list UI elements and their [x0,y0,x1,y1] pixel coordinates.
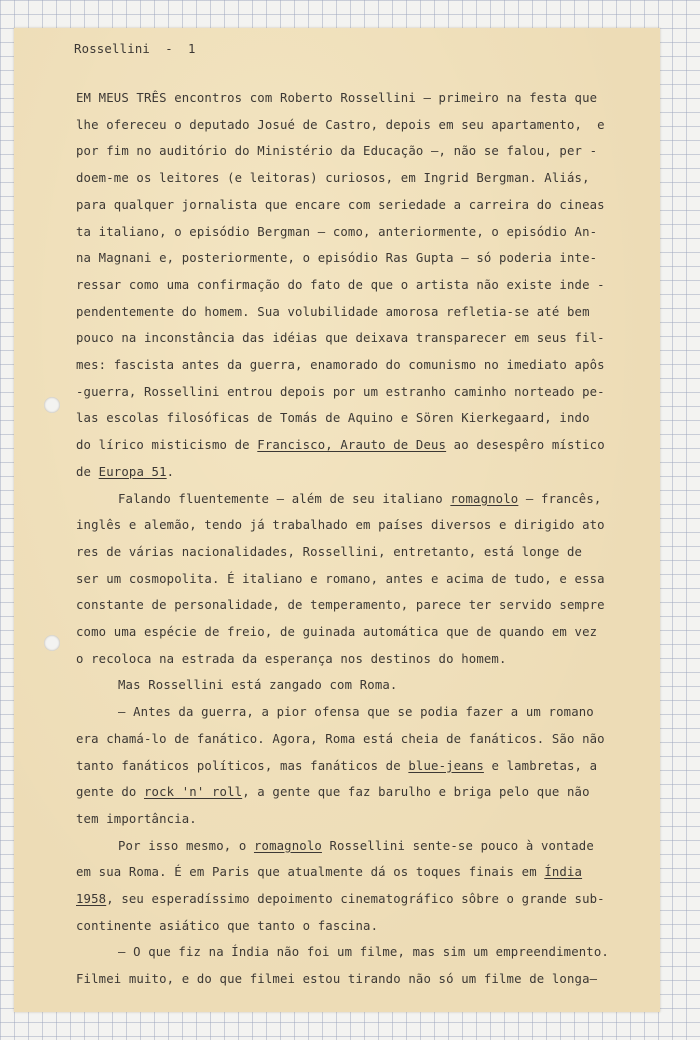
text-line [76,385,605,399]
underlined-title: romagnolo [450,491,519,506]
text-run: constante de personalidade, de temperamento, parece ter servido sempre [76,598,605,613]
text-line [76,91,597,105]
underlined-title: rock 'n' roll [143,785,243,800]
text-line [76,652,507,666]
text-run: do lírico misticismo de [76,438,258,453]
text-line [76,118,605,132]
text-line [76,411,590,425]
text-run: ser um cosmopolita. É italiano e romano, antes e acima de tudo, e essa [76,571,605,586]
underlined-title: Europa 51 [98,464,167,479]
punch-hole [44,397,60,413]
text-run: ressar como uma confirmação do fato de que o artista não existe inde - [76,277,605,292]
text-run: tem importância. [76,811,197,826]
text-run: de [76,464,99,479]
text-run: — Antes da guerra, a pior ofensa que se podia fazer a um romano [118,705,594,720]
text-line [118,492,601,506]
text-line [76,812,197,826]
text-line [76,198,605,212]
text-line [76,438,605,452]
text-line [118,945,609,959]
text-line [76,865,582,879]
underlined-title: romagnolo [253,838,322,853]
text-run: — francês, [518,491,602,506]
text-line [76,545,582,559]
text-run: -guerra, Rossellini entrou depois por um estranho caminho norteado pe- [76,384,605,399]
underlined-title: Francisco, Arauto de Deus [257,438,447,453]
text-run: EM MEUS TRÊS encontros com Roberto Rossellini — primeiro na festa que [76,91,598,105]
text-run: gente do [76,785,144,800]
text-line [76,732,605,746]
text-line [76,358,605,372]
text-line [76,171,590,185]
text-line [76,278,605,292]
text-run: ta italiano, o episódio Bergman — como, anteriormente, o episódio An- [76,224,598,239]
text-run: Por isso mesmo, o [118,838,254,853]
text-line [118,839,594,853]
text-run: para qualquer jornalista que encare com seriedade a carreira do cineas [76,197,605,212]
text-run: por fim no auditório do Ministério da Educação —, não se falou, per - [76,144,598,159]
text-run: las escolas filosóficas de Tomás de Aquino e Sören Kierkegaard, indo [76,411,590,426]
underlined-title: 1958 [76,892,107,906]
text-line [118,705,594,719]
text-line [76,572,605,586]
text-line [76,331,605,345]
text-run: em sua Roma. É em Paris que atualmente dá os toques finais em [76,865,545,880]
text-line [76,144,597,158]
text-run: Falando fluentemente — além de seu italiano [118,491,451,506]
text-run: Rossellini sente-se pouco à vontade [321,838,594,853]
text-line [76,598,605,612]
text-line [76,759,597,773]
text-run: inglês e alemão, tendo já trabalhado em países diversos e dirigido ato [76,518,605,533]
text-run: continente asiático que tanto o fascina. [76,918,379,933]
text-run: ao desespêro místico [446,438,605,453]
page-header: Rossellini - 1 [74,42,196,56]
underlined-title: blue-jeans [408,758,484,773]
text-run: e lambretas, a [483,758,598,773]
text-run: . [166,464,175,479]
text-line [76,892,605,906]
text-line [76,625,597,639]
text-run: Mas Rossellini está zangado com Roma. [118,678,398,693]
text-line [76,465,174,479]
text-run: Filmei muito, e do que filmei estou tirando não só um filme de longa— [76,972,598,987]
text-run: pouco na inconstância das idéias que deixava transparecer em seus fil- [76,331,605,346]
text-run: era chamá-lo de fanático. Agora, Roma está cheia de fanáticos. São não [76,731,605,746]
text-run: como uma espécie de freio, de guinada automática que de quando em vez [76,625,598,639]
text-line [76,785,590,799]
text-line [76,518,605,532]
typewritten-sheet [14,28,660,1012]
text-line [118,678,397,692]
punch-hole [44,635,60,651]
text-line [76,225,597,239]
underlined-title: Índia [544,865,583,880]
text-line [76,305,590,319]
text-run: doem-me os leitores (e leitoras) curiosos, em Ingrid Bergman. Aliás, [76,171,590,186]
text-run: mes: fascista antes da guerra, enamorado do comunismo no imediato apôs [76,358,605,372]
text-run: — O que fiz na Índia não foi um filme, mas sim um empreendimento. [118,945,609,960]
text-run: , a gente que faz barulho e briga pelo que não [242,785,590,800]
text-line [76,972,597,986]
text-run: res de várias nacionalidades, Rossellini, entretanto, está longe de [76,544,583,559]
text-run: lhe ofereceu o deputado Josué de Castro, depois em seu apartamento, e [76,117,605,132]
text-run: tanto fanáticos políticos, mas fanáticos de [76,758,409,773]
text-run: , seu esperadíssimo depoimento cinematográfico sôbre o grande sub- [106,892,605,906]
text-run: na Magnani e, posteriormente, o episódio Ras Gupta — só poderia inte- [76,251,598,266]
text-run: o recoloca na estrada da esperança nos destinos do homem. [76,651,507,666]
text-run: pendentemente do homem. Sua volubilidade amorosa refletia-se até bem [76,304,590,319]
text-line [76,251,597,265]
text-line [76,919,378,933]
